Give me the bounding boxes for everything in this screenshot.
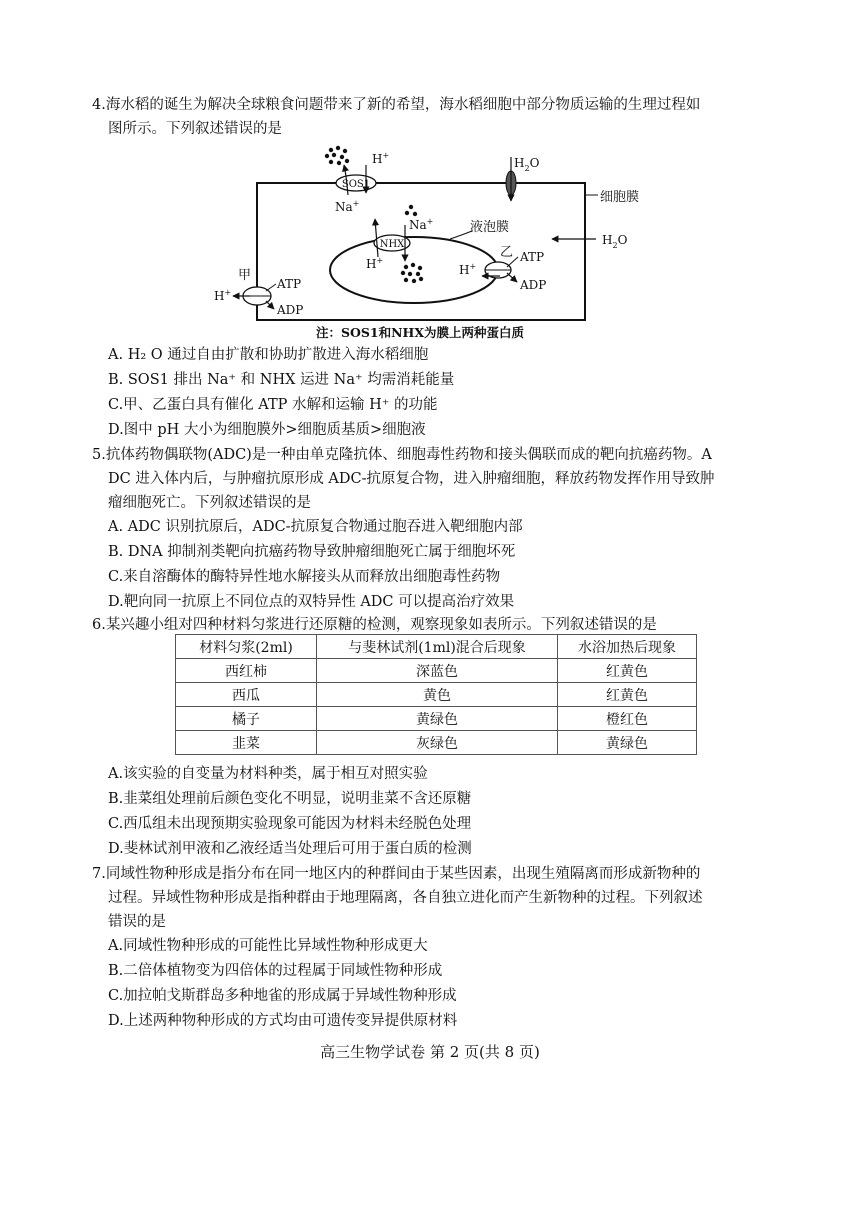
table-cell: 黄色 [317,683,558,707]
question-7 [92,862,772,1034]
q4-option-a: A. H₂ O 通过自由扩散和协助扩散进入海水稻细胞 [108,347,429,363]
atp-jia: ATP [277,277,302,291]
membrane-transport-diagram [200,143,660,343]
q7-option-c: C.加拉帕戈斯群岛多种地雀的形成属于异域性物种形成 [108,988,457,1004]
table-header-row [176,635,697,659]
q4-option-c: C.甲、乙蛋白具有催化 ATP 水解和运输 H⁺ 的功能 [108,397,438,413]
table-cell: 橙红色 [558,707,697,731]
h-ion-jia: H+ [214,288,232,303]
table-cell: 红黄色 [558,683,697,707]
q6-option-d: D.斐林试剂甲液和乙液经适当处理后可用于蛋白质的检测 [108,841,472,857]
adp-yi: ADP [520,278,547,292]
sodium-dots-vacuole [401,263,423,283]
q7-option-a: A.同域性物种形成的可能性比异域性物种形成更大 [108,938,428,954]
jia-label: 甲 [238,268,252,283]
question-6-stem-line1: 6.某兴趣小组对四种材料匀浆进行还原糖的检测，观察现象如表所示。下列叙述错误的是 [92,617,657,633]
diagram-note: 注：SOS1和NHX为膜上两种蛋白质 [315,325,525,340]
table-cell: 西红柿 [176,659,317,683]
question-7-stem-line1: 7.同域性物种形成是指分布在同一地区内的种群间由于某些因素，出现生殖隔离而形成新物种的 [92,866,701,882]
na-ion-sos1: Na+ [335,199,360,214]
table-cell: 黄绿色 [317,707,558,731]
table-header-cell: 水浴加热后现象 [558,635,697,659]
sodium-dots-outside [325,146,349,165]
table-cell: 韭菜 [176,731,317,755]
h-ion-nhx: H+ [366,256,384,271]
table-row [176,683,697,707]
q7-option-b: B.二倍体植物变为四倍体的过程属于同域性物种形成 [108,963,443,979]
q5-option-c: C.来自溶酶体的酶特异性地水解接头从而释放出细胞毒性药物 [108,569,501,585]
q7-option-d: D.上述两种物种形成的方式均由可遗传变异提供原材料 [108,1013,458,1029]
yi-label: 乙 [500,245,514,260]
atp-yi: ATP [520,250,545,264]
q4-option-d: D.图中 pH 大小为细胞膜外>细胞质基质>细胞液 [108,422,426,438]
question-5-stem-line3: 瘤细胞死亡。下列叙述错误的是 [108,495,311,511]
adp-jia: ADP [277,303,304,317]
table-cell: 黄绿色 [558,731,697,755]
h-ion-yi: H+ [459,262,477,277]
question-5-stem-line2: DC 进入体内后，与肿瘤抗原形成 ADC-抗原复合物，进入肿瘤细胞，释放药物发挥作用导致肿 [108,471,715,487]
h2o-top: $H_2O$ [514,156,540,173]
question-4-stem-line1: 4.海水稻的诞生为解决全球粮食问题带来了新的希望，海水稻细胞中部分物质运输的生理过程如 [92,97,701,113]
question-5 [92,443,772,615]
q5-option-d: D.靶向同一抗原上不同位点的双特异性 ADC 可以提高治疗效果 [108,594,515,610]
question-7-stem-line3: 错误的是 [108,914,166,930]
cell-membrane-label: 细胞膜 [600,190,640,205]
table-row [176,707,697,731]
q6-option-a: A.该实验的自变量为材料种类，属于相互对照实验 [108,766,428,782]
q5-option-b: B. DNA 抑制剂类靶向抗癌药物导致肿瘤细胞死亡属于细胞坏死 [108,544,516,560]
h2o-right: $H_2O$ [602,233,628,250]
table-row [176,659,697,683]
q4-option-b: B. SOS1 排出 Na⁺ 和 NHX 运进 Na⁺ 均需消耗能量 [108,372,455,388]
table-cell: 红黄色 [558,659,697,683]
question-4 [92,93,772,141]
table-cell: 灰绿色 [317,731,558,755]
table-cell: 深蓝色 [317,659,558,683]
page-footer: 高三生物学试卷 第 2 页(共 8 页) [320,1043,540,1061]
question-4-options [92,343,772,443]
h-ion-sos1: H+ [372,151,390,166]
question-4-stem-line2: 图所示。下列叙述错误的是 [108,121,282,137]
table-header-cell: 材料匀浆(2ml) [176,635,317,659]
sodium-dots-cytoplasm [405,205,417,216]
na-ion-nhx: Na+ [409,217,434,232]
vacuole-membrane-label: 液泡膜 [470,220,510,235]
nhx-label: NHX [379,239,405,250]
table-cell: 橘子 [176,707,317,731]
q6-option-c: C.西瓜组未出现预期实验现象可能因为材料未经脱色处理 [108,816,472,832]
q5-option-a: A. ADC 识别抗原后，ADC-抗原复合物通过胞吞进入靶细胞内部 [108,519,523,535]
question-7-stem-line2: 过程。异域性物种形成是指种群由于地理隔离，各自独立进化而产生新物种的过程。下列叙述 [108,890,703,906]
q6-option-b: B.韭菜组处理前后颜色变化不明显，说明韭菜不含还原糖 [108,791,472,807]
question-6-options [92,762,772,862]
reducing-sugar-table [175,634,697,755]
question-5-stem-line1: 5.抗体药物偶联物(ADC)是一种由单克隆抗体、细胞毒性药物和接头偶联而成的靶向抗癌药物。A [92,447,712,463]
table-header-cell: 与斐林试剂(1ml)混合后现象 [317,635,558,659]
sos1-label: SOS1 [341,179,371,190]
table-row [176,731,697,755]
table-cell: 西瓜 [176,683,317,707]
